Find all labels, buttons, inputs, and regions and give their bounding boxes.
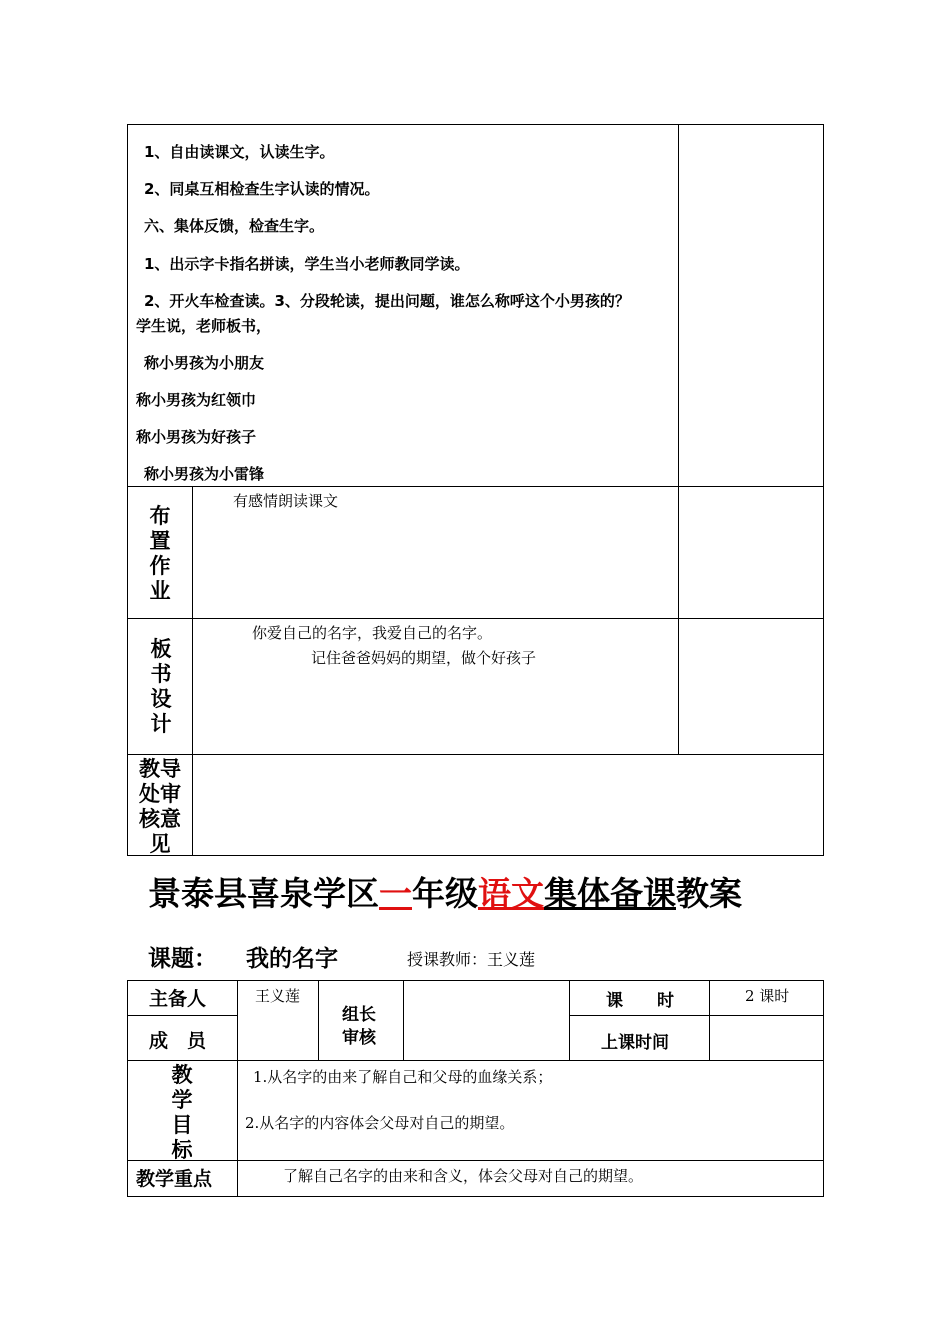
board-design-label: 板书设计 [150,637,172,736]
class-hours-value: 2 课时 [745,987,790,1005]
group-review-label-1: 组长 [342,1005,376,1025]
key-points-text: 了解自己名字的由来和含义，体会父母对自己的期望。 [283,1167,644,1185]
title-part-school: 景泰县喜泉学区 [148,874,379,913]
step-line-1: 1、自由读课文，认读生字。 [144,143,335,161]
bt-col-1 [237,980,238,1197]
key-points-label: 教学重点 [136,1168,213,1190]
bt-col-2 [318,980,319,1060]
subject-value: 我的名字 [246,946,338,972]
class-hours-label: 课 时 [606,991,674,1011]
lead-preparer-label: 主备人 [149,988,207,1010]
row-sep-1 [127,486,824,487]
bt-row-sep-2 [127,1060,824,1061]
title-part-grade-suffix: 年级 [412,874,478,913]
top-table-label-divider [192,486,193,856]
row-sep-3 [127,754,824,755]
title-part-plan: 教案 [676,874,742,913]
title-part-subject: 语文 [478,874,544,913]
review-label: 教导处审核意见 [139,757,181,856]
bt-row-sep-1b [569,1015,824,1016]
step-line-9: 称小男孩为好孩子 [136,428,257,446]
bt-row-sep-3 [127,1160,824,1161]
class-time-label: 上课时间 [601,1033,669,1053]
board-text-1: 你爱自己的名字，我爱自己的名字。 [252,624,493,642]
goal-2: 2.从名字的内容体会父母对自己的期望。 [245,1114,515,1132]
members-label: 成 员 [149,1030,207,1052]
top-table-right-divider [678,124,679,755]
step-line-8: 称小男孩为红领巾 [136,391,257,409]
teacher-name: 授课教师：王义莲 [407,950,536,969]
bt-row-sep-1a [127,1015,237,1016]
step-line-6: 学生说，老师板书， [136,317,272,335]
title-part-collective: 集体备课 [544,874,676,913]
bt-col-4 [569,980,570,1060]
step-line-3: 六、集体反馈，检查生字。 [144,217,325,235]
goal-1: 1.从名字的由来了解自己和父母的血缘关系； [253,1068,553,1086]
document-title [148,868,742,915]
step-line-7: 称小男孩为小朋友 [144,354,265,372]
board-text-2: 记住爸爸妈妈的期望，做个好孩子 [311,649,537,667]
group-review-label-2: 审核 [342,1028,376,1048]
lead-preparer-value: 王义莲 [255,987,301,1005]
step-line-2: 2、同桌互相检查生字认读的情况。 [144,180,380,198]
teaching-goals-label: 教学目标 [171,1063,193,1162]
subject-label: 课题： [148,946,217,972]
homework-label: 布置作业 [149,504,171,603]
step-line-10: 称小男孩为小雷锋 [144,465,265,483]
step-line-4: 1、出示字卡指名拼读，学生当小老师教同学读。 [144,255,470,273]
bt-col-5 [709,980,710,1060]
bt-col-3 [403,980,404,1060]
homework-text: 有感情朗读课文 [233,492,339,510]
row-sep-2 [127,618,824,619]
step-line-5: 2、开火车检查读。3、分段轮读，提出问题，谁怎么称呼这个小男孩的？ [144,292,630,310]
title-part-grade: 一 [379,874,412,913]
